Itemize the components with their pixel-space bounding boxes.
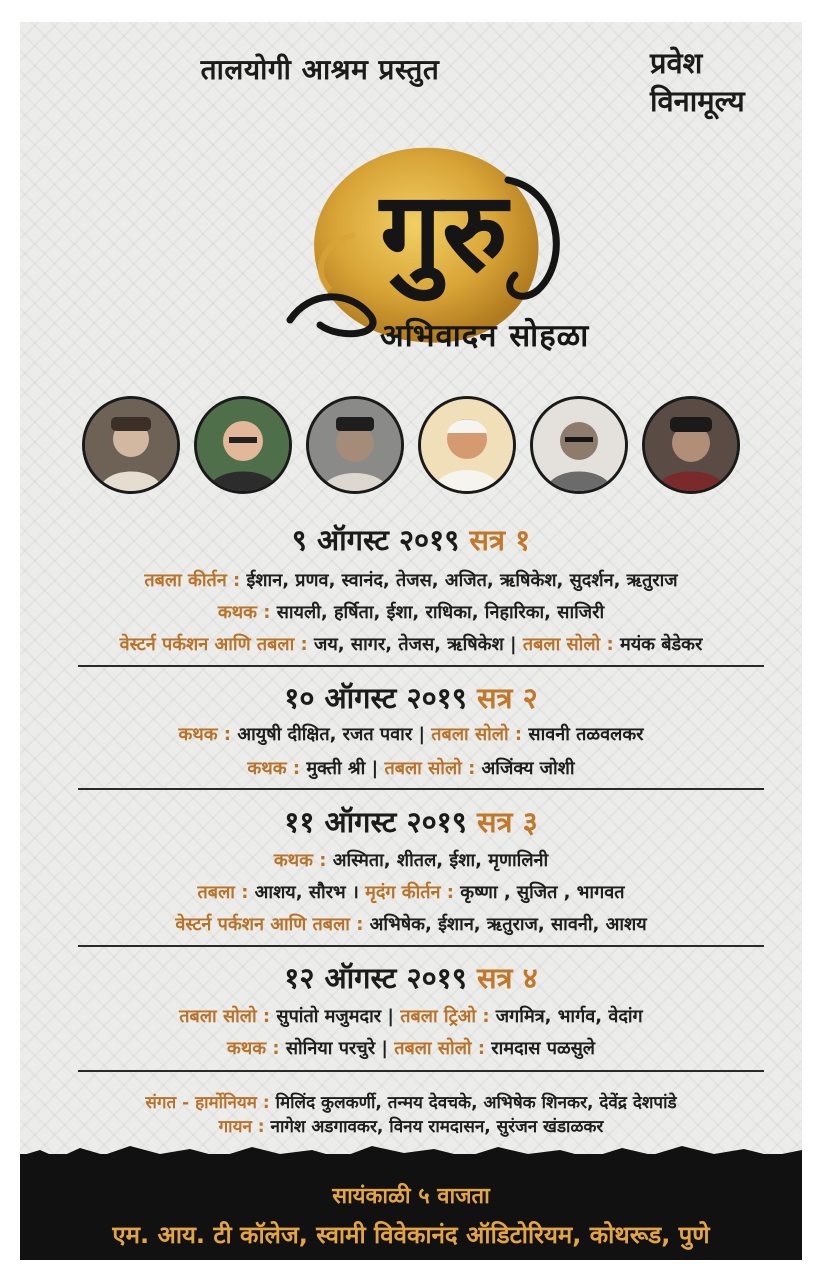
guru-portraits (82, 396, 742, 494)
session-3-line-2 (20, 880, 802, 904)
performer-names: सायली, हर्षिता, ईशा, राधिका, निहारिका, साजिरी (270, 602, 605, 623)
session-1-line-1 (20, 568, 802, 592)
event-venue: एम. आय. टी कॉलेज, स्वामी विवेकानंद ऑडिटोरियम, कोथरूड, पुणे (112, 1221, 710, 1249)
session-4-date: १२ ऑगस्ट २०१९ (284, 961, 467, 995)
performance-label: मृदंग कीर्तन : (365, 882, 454, 903)
session-3-line-3 (20, 912, 802, 936)
performance-label: कथक : (273, 850, 327, 871)
performance-label: कथक : (247, 758, 301, 779)
session-2-line-1 (20, 722, 802, 746)
session-4-line-2 (20, 1036, 802, 1060)
divider (78, 1070, 764, 1072)
performer-names: सावनी तळवलकर (522, 724, 644, 745)
performer-names: आशय, सौरभ । (248, 882, 366, 903)
performance-label: कथक : (217, 602, 271, 623)
performer-names: जगमित्र, भार्गव, वेदांग (489, 1006, 643, 1027)
portrait-1 (82, 396, 180, 494)
performer-names: आयुषी दीक्षित, रजत पवार | (231, 724, 432, 745)
accompaniment-harmonium (20, 1090, 802, 1113)
performer-names: ईशान, प्रणव, स्वानंद, तेजस, अजित, ऋषिकेश, सुदर्शन, ऋतुराज (240, 570, 678, 591)
performer-names: अजिंक्य जोशी (475, 758, 575, 779)
performer-names: सुपांतो मजुमदार | (270, 1006, 401, 1027)
performer-names: कृष्णा , सुजित , भागवत (454, 882, 625, 903)
performance-label: तबला सोलो : (431, 724, 523, 745)
divider (78, 788, 764, 790)
performer-names: अस्मिता, शीतल, ईशा, मृणालिनी (326, 850, 549, 871)
performance-label: तबला कीर्तन : (144, 570, 241, 591)
entry-free-badge (650, 44, 790, 120)
performance-label: कथक : (226, 1038, 280, 1059)
performer-names: मयंक बेडेकर (613, 634, 703, 655)
session-2-date: १० ऑगस्ट २०१९ (284, 681, 467, 715)
session-3-date: ११ ऑगस्ट २०१९ (284, 805, 467, 839)
entry-line-2: विनामूल्य (650, 84, 745, 118)
performance-label: तबला सोलो : (394, 1038, 486, 1059)
session-1-date: ९ ऑगस्ट २०१९ (291, 523, 460, 557)
portrait-5 (530, 396, 628, 494)
performer-names: सोनिया परचुरे | (279, 1038, 395, 1059)
session-3-label: सत्र ३ (476, 805, 538, 839)
accompaniment-label: संगत - हार्मोनियम : (145, 1093, 270, 1113)
performance-label: तबला सोलो : (384, 758, 476, 779)
performance-label: वेस्टर्न पर्कशन आणि तबला : (119, 634, 308, 655)
divider (78, 945, 764, 947)
accompaniment-vocal (20, 1114, 802, 1137)
portrait-2 (194, 396, 292, 494)
session-1-line-3 (20, 632, 802, 656)
session-2-line-2 (20, 756, 802, 780)
logo-title: गुरु (380, 167, 508, 296)
portrait-6 (642, 396, 740, 494)
poster (20, 22, 802, 1260)
performance-label: कथक : (178, 724, 232, 745)
session-3-line-1 (20, 848, 802, 872)
performance-label: वेस्टर्न पर्कशन आणि तबला : (175, 914, 364, 935)
logo-subtitle: अभिवादन सोहळा (380, 318, 590, 354)
session-4-label: सत्र ४ (476, 961, 538, 995)
performance-label: तबला ट्रिओ : (400, 1006, 490, 1027)
session-1-label: सत्र १ (469, 523, 531, 557)
session-4-heading (20, 958, 802, 997)
divider (78, 665, 764, 667)
performer-names: जय, सागर, तेजस, ऋषिकेश | (307, 634, 523, 655)
portrait-3 (306, 396, 404, 494)
session-2-label: सत्र २ (476, 681, 538, 715)
performance-label: तबला : (197, 882, 249, 903)
performer-names: अभिषेक, ईशान, ऋतुराज, सावनी, आशय (363, 914, 647, 935)
accompaniment-label: गायन : (218, 1117, 265, 1137)
session-1-heading (20, 520, 802, 559)
portrait-4 (418, 396, 516, 494)
event-time: सायंकाळी ५ वाजता (332, 1184, 490, 1209)
session-4-line-1 (20, 1004, 802, 1028)
session-1-line-2 (20, 600, 802, 624)
session-3-heading (20, 802, 802, 841)
presenter-title: तालयोगी आश्रम प्रस्तुत (200, 53, 440, 86)
session-2-heading (20, 678, 802, 717)
performer-names: मुक्ती श्री | (300, 758, 385, 779)
performance-label: तबला सोलो : (179, 1006, 271, 1027)
accompaniment-names: नागेश अडगावकर, विनय रामदासन, सुरंजन खंडाळकर (264, 1117, 604, 1137)
performance-label: तबला सोलो : (522, 634, 614, 655)
performer-names: रामदास पळसुले (485, 1038, 596, 1059)
accompaniment-names: मिलिंद कुलकर्णी, तन्मय देवचके, अभिषेक शिनकर, देवेंद्र देशपांडे (269, 1093, 677, 1113)
entry-line-1: प्रवेश (650, 46, 703, 80)
